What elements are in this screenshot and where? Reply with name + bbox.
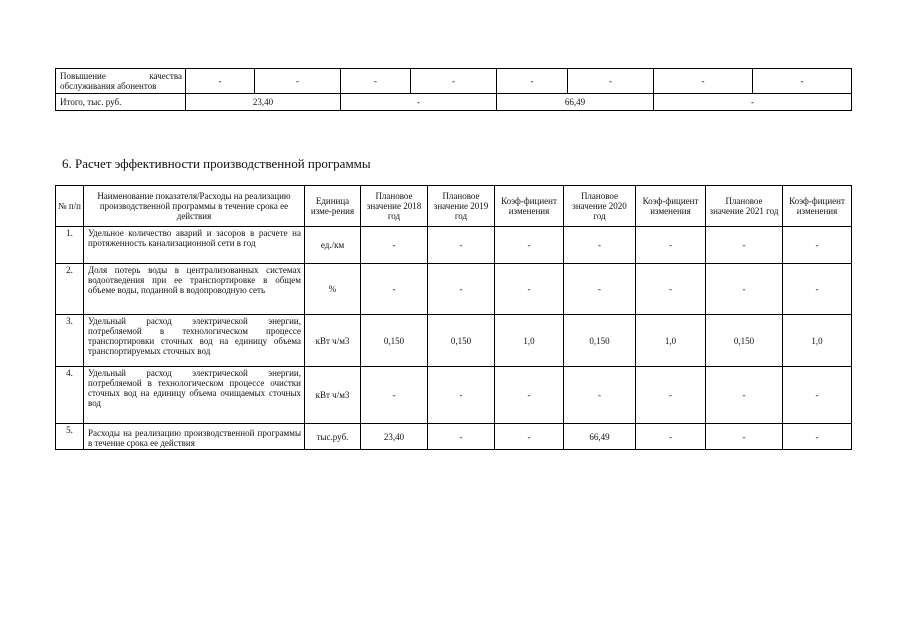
coef-2020: - <box>636 424 706 450</box>
coef-2019: - <box>495 367 564 424</box>
table-cell: - <box>411 69 497 94</box>
coef-2021: - <box>783 227 852 264</box>
table-cell: - <box>341 69 411 94</box>
value-2019: - <box>428 424 495 450</box>
table-cell: 23,40 <box>186 94 341 111</box>
coef-2021: 1,0 <box>783 315 852 367</box>
value-2020: - <box>564 367 636 424</box>
row-unit: кВт ч/м3 <box>305 367 361 424</box>
table-row <box>56 315 852 367</box>
total-label: Итого, тыс. руб. <box>56 94 186 111</box>
column-header-number: № п/п <box>56 186 84 227</box>
value-2019: - <box>428 264 495 315</box>
value-2019: - <box>428 227 495 264</box>
value-2019: 0,150 <box>428 315 495 367</box>
coef-2019: 1,0 <box>495 315 564 367</box>
value-2021: - <box>706 424 783 450</box>
table-cell: - <box>255 69 341 94</box>
table-row <box>56 367 852 424</box>
row-description: Расходы на реализацию производственной программы в течение срока ее действия <box>84 424 305 450</box>
value-2019: - <box>428 367 495 424</box>
value-2018: - <box>361 264 428 315</box>
column-header-name: Наименование показателя/Расходы на реализацию производственной программы в течение срока ее действия <box>84 186 305 227</box>
column-header-coef-3: Коэф-фициент изменения <box>783 186 852 227</box>
column-header-2021: Плановое значение 2021 год <box>706 186 783 227</box>
row-label: Повышение качества обслуживания абонентов <box>56 69 186 94</box>
coef-2019: - <box>495 227 564 264</box>
table-row <box>56 264 852 315</box>
value-2020: - <box>564 227 636 264</box>
row-unit: тыс.руб. <box>305 424 361 450</box>
row-number: 1. <box>56 227 84 264</box>
table-cell: - <box>753 69 852 94</box>
coef-2020: - <box>636 227 706 264</box>
row-number: 2. <box>56 264 84 315</box>
column-header-2019: Плановое значение 2019 год <box>428 186 495 227</box>
value-2018: 23,40 <box>361 424 428 450</box>
previous-costs-table <box>55 68 852 111</box>
coef-2020: - <box>636 264 706 315</box>
value-2020: 0,150 <box>564 315 636 367</box>
coef-2020: - <box>636 367 706 424</box>
table-cell: 66,49 <box>497 94 654 111</box>
column-header-coef-1: Коэф-фициент изменения <box>495 186 564 227</box>
value-2018: - <box>361 227 428 264</box>
value-2020: 66,49 <box>564 424 636 450</box>
total-row <box>56 94 852 111</box>
section-title: 6. Расчет эффективности производственной программы <box>62 156 371 171</box>
row-description: Доля потерь воды в централизованных системах водоотведения при ее транспортировке в общем объеме воды, поданной в водопроводную сеть <box>84 264 305 315</box>
table-row <box>56 424 852 450</box>
table-cell: - <box>186 69 255 94</box>
column-header-2020: Плановое значение 2020 год <box>564 186 636 227</box>
coef-2021: - <box>783 367 852 424</box>
row-unit: % <box>305 264 361 315</box>
row-number: 5. <box>56 424 84 450</box>
row-description: Удельный расход электрической энергии, потребляемой в технологическом процессе транспортировки сточных вод на единицу объема транспортируемых сточных вод <box>84 315 305 367</box>
value-2021: - <box>706 227 783 264</box>
table-cell: - <box>497 69 568 94</box>
coef-2020: 1,0 <box>636 315 706 367</box>
row-unit: кВт ч/м3 <box>305 315 361 367</box>
table-cell: - <box>654 94 852 111</box>
value-2021: - <box>706 367 783 424</box>
value-2020: - <box>564 264 636 315</box>
efficiency-table <box>55 185 852 450</box>
table-header-row <box>56 186 852 227</box>
value-2018: 0,150 <box>361 315 428 367</box>
table-cell: - <box>654 69 753 94</box>
table-cell: - <box>568 69 654 94</box>
coef-2019: - <box>495 424 564 450</box>
row-number: 4. <box>56 367 84 424</box>
value-2018: - <box>361 367 428 424</box>
row-number: 3. <box>56 315 84 367</box>
value-2021: 0,150 <box>706 315 783 367</box>
column-header-2018: Плановое значение 2018 год <box>361 186 428 227</box>
coef-2021: - <box>783 424 852 450</box>
table-cell: - <box>341 94 497 111</box>
row-description: Удельный расход электрической энергии, потребляемой в технологическом процессе очистки сточных вод на единицу объема очищаемых сточных вод <box>84 367 305 424</box>
row-unit: ед./км <box>305 227 361 264</box>
row-description: Удельное количество аварий и засоров в расчете на протяженность канализационной сети в год <box>84 227 305 264</box>
table-row <box>56 69 852 94</box>
coef-2019: - <box>495 264 564 315</box>
coef-2021: - <box>783 264 852 315</box>
column-header-coef-2: Коэф-фициент изменения <box>636 186 706 227</box>
table-row <box>56 227 852 264</box>
value-2021: - <box>706 264 783 315</box>
column-header-unit: Единица изме-рения <box>305 186 361 227</box>
